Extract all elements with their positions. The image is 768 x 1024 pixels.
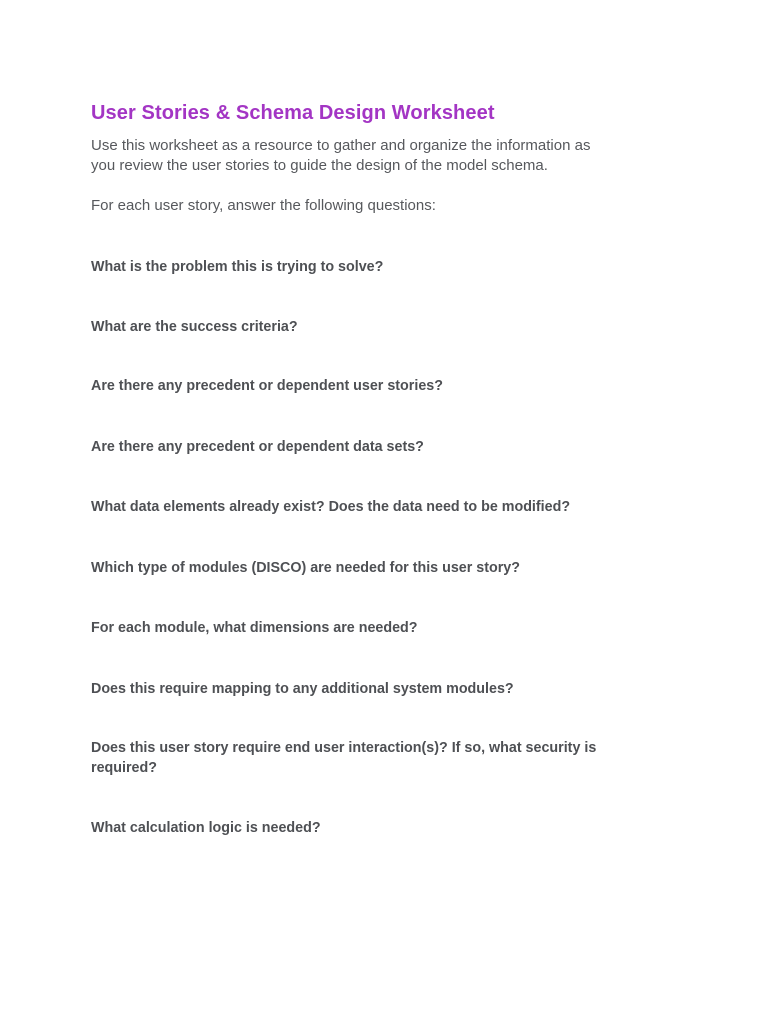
question-line: What are the success criteria? bbox=[91, 319, 298, 335]
question-line: Does this require mapping to any additional system modules? bbox=[91, 681, 514, 697]
question-modules bbox=[91, 558, 691, 578]
worksheet-title: User Stories & Schema Design Worksheet bbox=[91, 102, 495, 124]
intro-line: Use this worksheet as a resource to gather and organize the information as bbox=[91, 137, 591, 154]
question-data-sets bbox=[91, 437, 691, 457]
question-security bbox=[91, 738, 691, 778]
question-success-criteria bbox=[91, 317, 691, 337]
question-data-elements bbox=[91, 497, 691, 517]
instructions-text: For each user story, answer the following questions: bbox=[91, 197, 436, 214]
question-line: Are there any precedent or dependent data sets? bbox=[91, 439, 424, 455]
question-line: What data elements already exist? Does the data need to be modified? bbox=[91, 499, 571, 515]
question-problem bbox=[91, 257, 691, 277]
question-line: What calculation logic is needed? bbox=[91, 820, 321, 836]
question-line: What is the problem this is trying to solve? bbox=[91, 259, 384, 275]
question-line: For each module, what dimensions are needed? bbox=[91, 620, 418, 636]
question-dimensions bbox=[91, 618, 691, 638]
question-user-stories bbox=[91, 376, 691, 396]
question-line: required? bbox=[91, 760, 157, 776]
question-line: Are there any precedent or dependent user stories? bbox=[91, 378, 443, 394]
intro-line: you review the user stories to guide the design of the model schema. bbox=[91, 157, 548, 174]
question-calculation-logic bbox=[91, 818, 691, 838]
question-line: Which type of modules (DISCO) are needed for this user story? bbox=[91, 560, 520, 576]
intro-paragraph bbox=[91, 136, 691, 176]
question-mapping bbox=[91, 679, 691, 699]
question-line: Does this user story require end user interaction(s)? If so, what security is bbox=[91, 740, 597, 756]
